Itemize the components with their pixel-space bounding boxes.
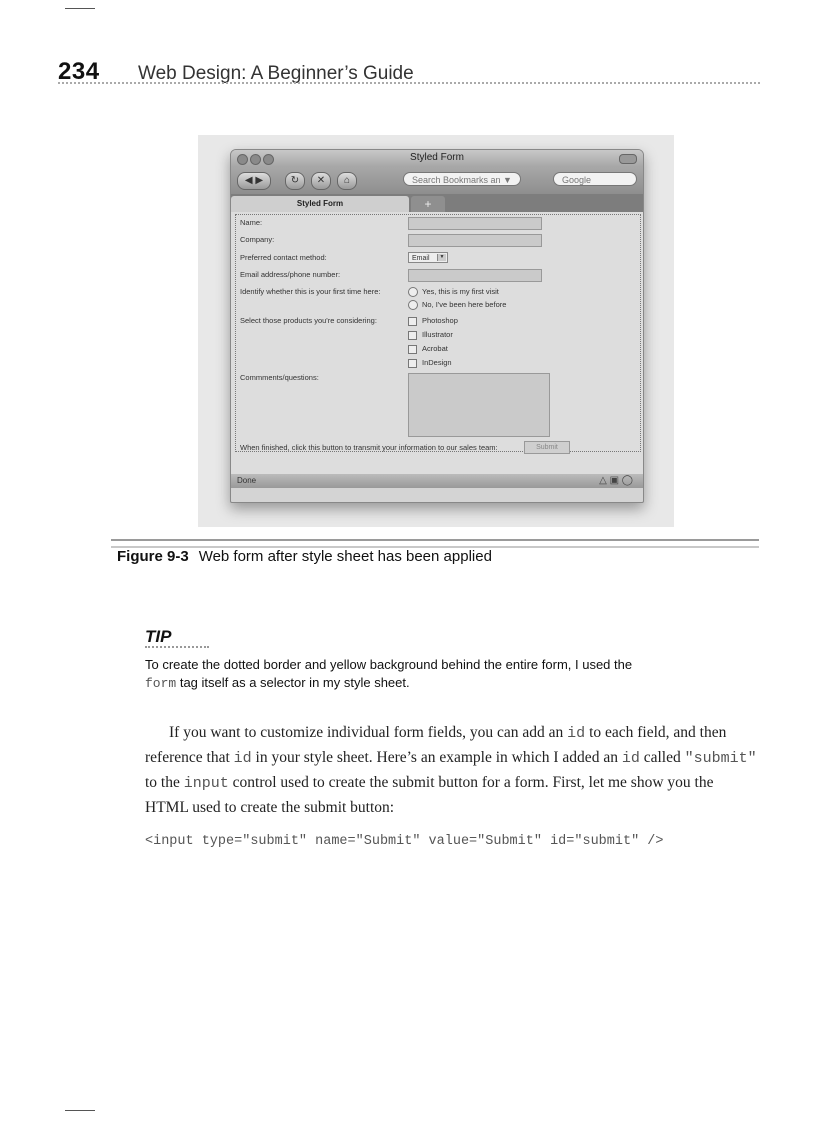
crop-mark-bottom bbox=[65, 1110, 95, 1111]
checkbox-indesign[interactable] bbox=[408, 359, 417, 368]
contact-method-select[interactable] bbox=[408, 252, 448, 263]
tip-text-before: To create the dotted border and yellow background behind the entire form, I used the bbox=[145, 657, 633, 672]
status-bar bbox=[231, 474, 643, 488]
figure-caption bbox=[117, 548, 492, 565]
caption-text: Web form after style sheet has been applied bbox=[198, 548, 492, 565]
tip-text bbox=[145, 656, 685, 693]
checkbox-label-indesign: InDesign bbox=[422, 358, 452, 367]
name-field[interactable] bbox=[408, 217, 542, 230]
checkbox-illustrator[interactable] bbox=[408, 331, 417, 340]
radio-label-returning: No, I've been here before bbox=[422, 300, 507, 309]
title-bar bbox=[231, 150, 643, 166]
body-code-3: id bbox=[621, 750, 640, 767]
browser-window bbox=[230, 149, 644, 503]
radio-first-visit[interactable] bbox=[408, 287, 418, 297]
visit-label: Identify whether this is your first time here: bbox=[240, 287, 381, 296]
name-label: Name: bbox=[240, 218, 263, 227]
body-text-1: If you want to customize individual form fields, you can add an bbox=[169, 724, 564, 741]
body-text-5: to the bbox=[145, 774, 180, 791]
tip-code: form bbox=[145, 676, 177, 691]
crop-mark-top bbox=[65, 8, 95, 9]
status-text: Done bbox=[237, 476, 257, 485]
new-tab-button[interactable]: + bbox=[411, 196, 445, 212]
bookmark-search-input[interactable]: Search Bookmarks an ▼ bbox=[403, 172, 521, 186]
window-title: Styled Form bbox=[410, 152, 464, 163]
status-icons: △ ▣ ◯ bbox=[599, 475, 633, 486]
body-text-4: called bbox=[643, 749, 681, 766]
company-field[interactable] bbox=[408, 234, 542, 247]
submit-prompt: When finished, click this button to transmit your information to our sales team: bbox=[240, 443, 498, 452]
tip-dotted-rule bbox=[145, 646, 209, 648]
body-code-2: id bbox=[233, 750, 252, 767]
products-label: Select those products you're considering: bbox=[240, 316, 377, 325]
code-sample: <input type="submit" name="Submit" value="Submit" id="submit" /> bbox=[145, 834, 664, 849]
company-label: Company: bbox=[240, 235, 275, 244]
tip-heading: TIP bbox=[145, 627, 172, 646]
stop-icon[interactable]: ✕ bbox=[311, 172, 331, 190]
tab-bar bbox=[231, 194, 643, 212]
radio-returning[interactable] bbox=[408, 300, 418, 310]
home-icon[interactable]: ⌂ bbox=[337, 172, 357, 190]
submit-button[interactable]: Submit bbox=[524, 441, 570, 454]
figure-screenshot bbox=[198, 135, 674, 527]
checkbox-label-illustrator: Illustrator bbox=[422, 330, 453, 339]
tip-text-after: tag itself as a selector in my style sheet. bbox=[179, 675, 410, 690]
google-search-input[interactable]: Google bbox=[553, 172, 637, 186]
book-title: Web Design: A Beginner’s Guide bbox=[138, 63, 414, 84]
radio-label-first-visit: Yes, this is my first visit bbox=[422, 287, 499, 296]
reload-icon[interactable]: ↻ bbox=[285, 172, 305, 190]
body-text-6: control used to create the submit button for a form. First, let me show you the HTML used to create the submit button: bbox=[145, 774, 714, 816]
styled-form bbox=[235, 214, 641, 452]
tab-styled-form[interactable]: Styled Form bbox=[231, 196, 409, 212]
email-field[interactable] bbox=[408, 269, 542, 282]
checkbox-label-acrobat: Acrobat bbox=[422, 344, 448, 353]
running-header bbox=[58, 56, 760, 88]
body-code-4: "submit" bbox=[684, 750, 757, 767]
body-text-2: to each field, and then reference that bbox=[145, 724, 727, 766]
body-paragraph bbox=[145, 721, 760, 820]
comments-label: Commments/questions: bbox=[240, 373, 319, 382]
browser-toolbar bbox=[231, 166, 643, 194]
toolbar-toggle-icon[interactable] bbox=[619, 154, 637, 164]
checkbox-acrobat[interactable] bbox=[408, 345, 417, 354]
page-number: 234 bbox=[58, 58, 100, 85]
contact-method-value: Email bbox=[412, 255, 430, 262]
checkbox-label-photoshop: Photoshop bbox=[422, 316, 458, 325]
header-dotted-rule bbox=[58, 82, 760, 84]
body-code-1: id bbox=[567, 725, 586, 742]
email-label: Email address/phone number: bbox=[240, 270, 341, 279]
comments-textarea[interactable] bbox=[408, 373, 550, 437]
contact-label: Preferred contact method: bbox=[240, 253, 327, 262]
body-text-3: in your style sheet. Here’s an example in which I added an bbox=[255, 749, 618, 766]
checkbox-photoshop[interactable] bbox=[408, 317, 417, 326]
back-forward-icon[interactable]: ◀ ▶ bbox=[237, 172, 271, 190]
figure-number: Figure 9-3 bbox=[117, 548, 189, 565]
page-content bbox=[231, 212, 643, 488]
body-code-5: input bbox=[183, 775, 229, 792]
caption-rule bbox=[111, 539, 759, 548]
chevron-down-icon: ▼ bbox=[437, 254, 446, 261]
